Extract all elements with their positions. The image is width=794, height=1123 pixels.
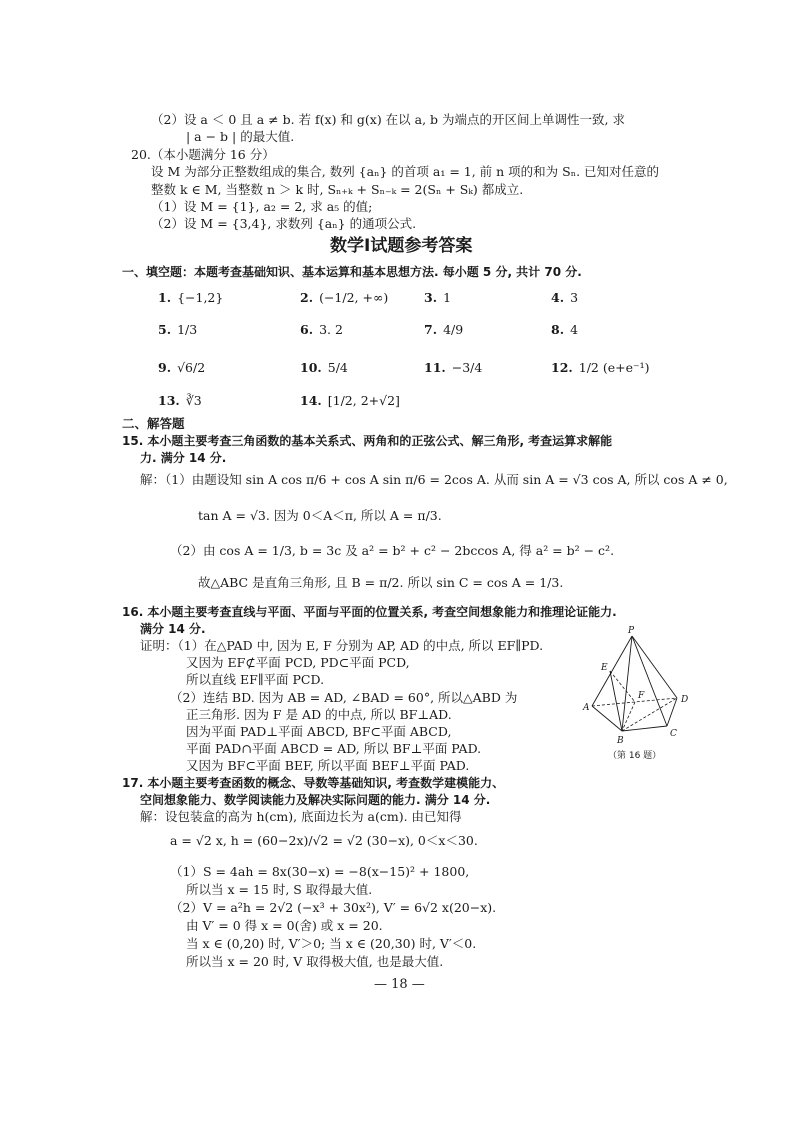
edge-PD [632, 636, 677, 698]
q16-line-8: 又因为 BF⊂平面 BEF, 所以平面 BEF⊥平面 PAD. [186, 758, 470, 773]
edge-CD [667, 698, 677, 726]
fill-answer-5: 5. 1/3 [158, 322, 198, 337]
q17-line-4: 所以当 x = 15 时, S 取得最大值. [186, 882, 373, 897]
q19-part2-line-2: | a − b | 的最大值. [186, 129, 295, 144]
q17-head-1: 17. 本小题主要考查函数的概念、导数等基础知识, 考查数学建模能力、 [122, 776, 505, 790]
label-A: A [583, 703, 590, 713]
label-P: P [628, 626, 635, 636]
q17-line-5: （2）V = a²h = 2√2 (−x³ + 30x²), V′ = 6√2 x(20−x). [170, 900, 497, 915]
q16-line-2: 又因为 EF⊄平面 PCD, PD⊂平面 PCD, [186, 655, 410, 670]
q17-line-3: （1）S = 4ah = 8x(30−x) = −8(x−15)² + 1800, [170, 864, 470, 879]
label-D: D [681, 695, 689, 705]
q19-part2-line-1: （2）设 a ＜ 0 且 a ≠ b. 若 f(x) 和 g(x) 在以 a, b 为端点的开区间上单调性一致, 求 [151, 112, 625, 127]
q15-line-4: 故△ABC 是直角三角形, 且 B = π/2. 所以 sin C = cos A = 1/3. [198, 575, 564, 590]
fill-answer-9: 9. √6/2 [158, 360, 206, 375]
fill-answer-3: 3. 1 [424, 290, 452, 305]
q17-line-2: a = √2 x, h = (60−2x)/√2 = √2 (30−x), 0＜x＜30. [170, 833, 478, 848]
figure-caption: （第 16 题） [608, 751, 662, 761]
q15-head-1: 15. 本小题主要考查三角函数的基本关系式、两角和的正弦公式、解三角形, 考查运算求解能 [122, 434, 613, 448]
q20-head: 20.（本小题满分 16 分） [131, 147, 275, 162]
fill-answer-13: 13. ∛3 [158, 393, 202, 408]
answer-title: 数学Ⅰ试题参考答案 [330, 236, 473, 256]
q16-line-3: 所以直线 EF∥平面 PCD. [186, 672, 325, 687]
fill-answer-12: 12. 1/2 (e+e⁻¹) [551, 360, 650, 375]
fill-answer-10: 10. 5/4 [300, 360, 348, 375]
label-F: F [638, 691, 645, 701]
label-E: E [601, 663, 608, 673]
fill-answer-14: 14. [1/2, 2+√2] [300, 393, 400, 408]
q20-line-1: 设 M 为部分正整数组成的集合, 数列 {aₙ} 的首项 a₁ = 1, 前 n 项的和为 Sₙ. 已知对任意的 [151, 164, 660, 179]
q15-head-2: 力. 满分 14 分. [140, 451, 227, 465]
section-fill-blank-heading: 一、填空题：本题考查基础知识、基本运算和基本思想方法. 每小题 5 分, 共计 70 分. [122, 265, 582, 279]
fill-answer-4: 4. 3 [551, 290, 579, 305]
q16-head-2: 满分 14 分. [140, 622, 206, 636]
edge-AD-hidden [592, 698, 677, 706]
q17-line-8: 所以当 x = 20 时, V 取得极大值, 也是最大值. [186, 954, 444, 969]
q16-line-1: 证明：（1）在△PAD 中, 因为 E, F 分别为 AP, AD 的中点, 所以 EF∥PD. [140, 638, 544, 653]
fill-answer-6: 6. 3. 2 [300, 322, 343, 337]
q16-line-6: 因为平面 PAD⊥平面 ABCD, BF⊂平面 ABCD, [186, 724, 452, 739]
q15-line-2: tan A = √3. 因为 0＜A＜π, 所以 A = π/3. [198, 508, 442, 523]
edge-PC [632, 636, 667, 726]
page-number: — 18 — [374, 977, 425, 992]
q16-pyramid-figure [580, 624, 700, 764]
q17-line-1: 解：设包装盒的高为 h(cm), 底面边长为 a(cm). 由已知得 [140, 809, 462, 824]
fill-answer-1: 1. {−1,2} [158, 290, 224, 305]
q16-line-4: （2）连结 BD. 因为 AB = AD, ∠BAD = 60°, 所以△ABD 为 [170, 690, 518, 705]
q20-line-4: （2）设 M = {3,4}, 求数列 {aₙ} 的通项公式. [151, 216, 417, 231]
label-B: B [617, 736, 624, 746]
q20-line-3: （1）设 M = {1}, a₂ = 2, 求 a₅ 的值; [151, 199, 373, 214]
fill-answer-2: 2. (−1/2, +∞) [300, 290, 389, 305]
fill-answer-8: 8. 4 [551, 322, 579, 337]
section-solutions-heading: 二、解答题 [122, 416, 185, 431]
q16-head-1: 16. 本小题主要考查直线与平面、平面与平面的位置关系, 考查空间想象能力和推理论证能力. [122, 605, 617, 619]
q20-line-2: 整数 k ∈ M, 当整数 n ＞ k 时, Sₙ₊ₖ + Sₙ₋ₖ = 2(Sₙ + Sₖ) 都成立. [151, 182, 524, 197]
edge-BD-hidden [622, 698, 677, 731]
fill-answer-11: 11. −3/4 [424, 360, 483, 375]
q17-line-7: 当 x ∈ (0,20) 时, V′＞0; 当 x ∈ (20,30) 时, V′＜0. [186, 936, 477, 951]
q17-head-2: 空间想象能力、数学阅读能力及解决实际问题的能力. 满分 14 分. [140, 793, 491, 807]
edge-EF-hidden [610, 671, 635, 702]
q16-line-7: 平面 PAD∩平面 ABCD = AD, 所以 BF⊥平面 PAD. [186, 741, 482, 756]
q15-line-1: 解：（1）由题设知 sin A cos π/6 + cos A sin π/6 = 2cos A. 从而 sin A = √3 cos A, 所以 cos A ≠ 0, [140, 472, 728, 487]
q16-line-5: 正三角形. 因为 F 是 AD 的中点, 所以 BF⊥AD. [186, 707, 452, 722]
q17-line-6: 由 V′ = 0 得 x = 0(舍) 或 x = 20. [186, 918, 383, 933]
q15-line-3: （2）由 cos A = 1/3, b = 3c 及 a² = b² + c² − 2bccos A, 得 a² = b² − c². [170, 543, 615, 558]
fill-answer-7: 7. 4/9 [424, 322, 464, 337]
label-C: C [670, 729, 677, 739]
